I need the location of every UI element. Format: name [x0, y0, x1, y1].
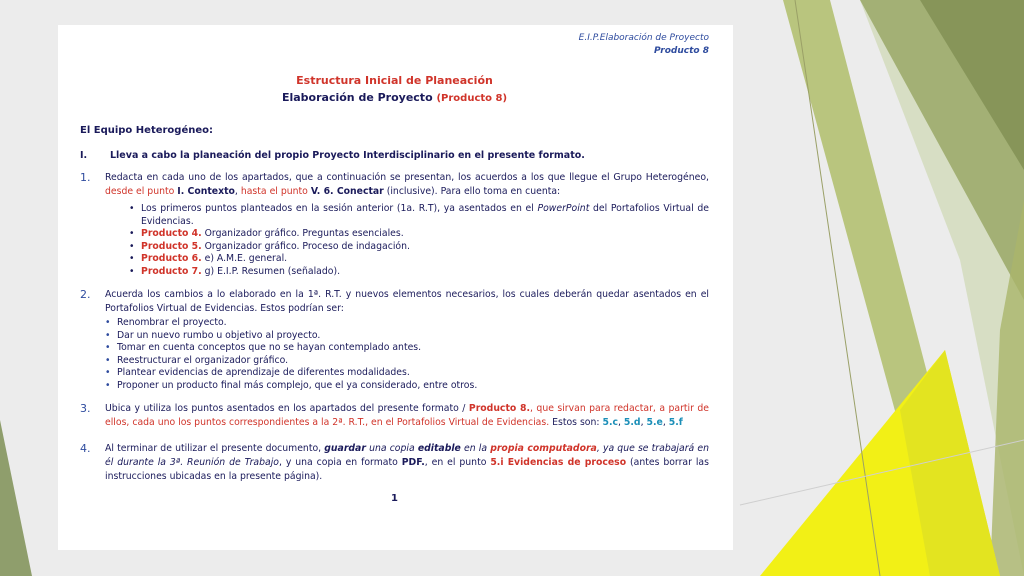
- list-item: [141, 228, 709, 241]
- item2-text: Acuerda los cambios a lo elaborado en la 1ª. R.T. y nuevos elementos necesarios, los cuales deberán quedar asentados en el Portafolios Virtual de Evidencias. Estos podrían ser:: [105, 289, 709, 314]
- bullet-text: e) A.M.E. general.: [201, 253, 288, 264]
- bullet-text: g) E.I.P. Resumen (señalado).: [201, 265, 341, 277]
- document-header: [80, 32, 709, 58]
- item1-tail: (inclusive). Para ello toma en cuenta:: [383, 186, 561, 197]
- bullet-text: Organizador gráfico. Preguntas esenciales.: [201, 228, 404, 239]
- item4-save: guardar: [324, 443, 366, 454]
- item1-context: I. Contexto: [177, 186, 235, 197]
- point-5c: 5.c: [602, 417, 618, 428]
- list-item: [141, 253, 709, 266]
- item4-meeting: , ya que se trabajará en él durante la 3ª. Reunión de Trabajo: [105, 443, 709, 468]
- item1-connect: V. 6. Conectar: [310, 186, 384, 197]
- item3-these: Estos son:: [549, 417, 603, 428]
- item1-bullets: [105, 203, 709, 278]
- instruction-4: [80, 442, 709, 484]
- item4-editable: editable: [417, 443, 461, 454]
- point-5f: 5.f: [668, 417, 683, 428]
- subtitle-product: (Producto 8): [436, 93, 508, 104]
- document-subtitle: [80, 91, 709, 104]
- header-line2: Producto 8: [653, 46, 709, 56]
- item3-text: Ubica y utiliza los puntos asentados en los apartados del presente formato /: [105, 403, 469, 414]
- item4-tail: (antes borrar las instrucciones ubicadas en la presente página).: [105, 457, 709, 482]
- instruction-3: [80, 402, 709, 430]
- page-number: 1: [391, 493, 398, 504]
- instruction-1: [80, 171, 709, 278]
- item1-sep: ,: [234, 186, 241, 197]
- item3-product: Producto 8.: [468, 403, 531, 414]
- item4-copy: una copia: [365, 443, 418, 454]
- list-item: [141, 266, 709, 279]
- item4-text: Al terminar de utilizar el presente documento,: [105, 443, 325, 454]
- list-item: • Dar un nuevo rumbo u objetivo al proyecto.: [117, 330, 709, 343]
- bullet-text: del Portafolios Virtual de Evidencias.: [141, 203, 710, 227]
- document-page: [58, 25, 733, 550]
- item1-text: Redacta en cada uno de los apartados, que a continuación se presentan, los acuerdos a los que llegue el Grupo Heterogéneo,: [105, 172, 709, 183]
- point-5e: 5.e: [646, 417, 663, 428]
- instruction-2: [80, 288, 709, 392]
- sep: ,: [640, 417, 647, 428]
- bullet-text: Organizador gráfico. Proceso de indagación.: [201, 240, 410, 252]
- product-label: Producto 5.: [141, 240, 202, 252]
- section-text: Lleva a cabo la planeación del propio Proyecto Interdisciplinario en el presente formato.: [110, 150, 585, 161]
- list-item: • Plantear evidencias de aprendizaje de diferentes modalidades.: [117, 367, 709, 380]
- product-label: Producto 4.: [141, 228, 202, 239]
- section-one: [80, 150, 709, 161]
- item1-to: hasta el punto: [240, 186, 311, 197]
- sep: ,: [618, 417, 624, 428]
- bullet-powerpoint: PowerPoint: [537, 203, 590, 214]
- item4-computer: propia computadora: [490, 443, 597, 454]
- bullet-text: Los primeros puntos planteados en la sesión anterior (1a. R.T), ya asentados en el: [141, 203, 538, 214]
- item2-bullets: [105, 317, 709, 392]
- item4-point: , en el punto: [424, 457, 491, 468]
- item-number: 3.: [80, 402, 91, 415]
- subtitle-text: Elaboración de Proyecto: [281, 91, 433, 104]
- item3-red-text: , que sirvan para redactar, a partir de ellos, cada uno los puntos correspondientes a la 2ª. R.T., en el Portafolios Virtual de Evidencias.: [105, 403, 710, 428]
- product-label: Producto 6.: [141, 253, 202, 264]
- list-item: • Proponer un producto final más complejo, que el ya considerado, entre otros.: [117, 380, 709, 393]
- document-title: Estructura Inicial de Planeación: [296, 74, 493, 87]
- list-item: [141, 241, 709, 254]
- list-item: [141, 203, 709, 228]
- item-number: 2.: [80, 288, 91, 301]
- item4-evidence: 5.i Evidencias de proceso: [490, 457, 627, 468]
- list-item: • Reestructurar el organizador gráfico.: [117, 355, 709, 368]
- item-number: 4.: [80, 442, 91, 455]
- item-number: 1.: [80, 171, 91, 184]
- team-heading: El Equipo Heterogéneo:: [80, 125, 214, 136]
- item4-pdf: PDF.: [401, 457, 425, 468]
- header-line1: E.I.P.Elaboración de Proyecto: [578, 33, 709, 43]
- sep: ,: [662, 417, 669, 428]
- item1-from: desde el punto: [105, 186, 178, 197]
- list-item: • Tomar en cuenta conceptos que no se hayan contemplado antes.: [117, 342, 709, 355]
- point-5d: 5.d: [623, 417, 641, 428]
- item4-in: en la: [460, 443, 491, 454]
- list-item: • Renombrar el proyecto.: [117, 317, 709, 330]
- product-label: Producto 7.: [141, 265, 202, 277]
- item4-pdf-text: , y una copia en formato: [278, 457, 402, 468]
- section-number: I.: [80, 150, 88, 161]
